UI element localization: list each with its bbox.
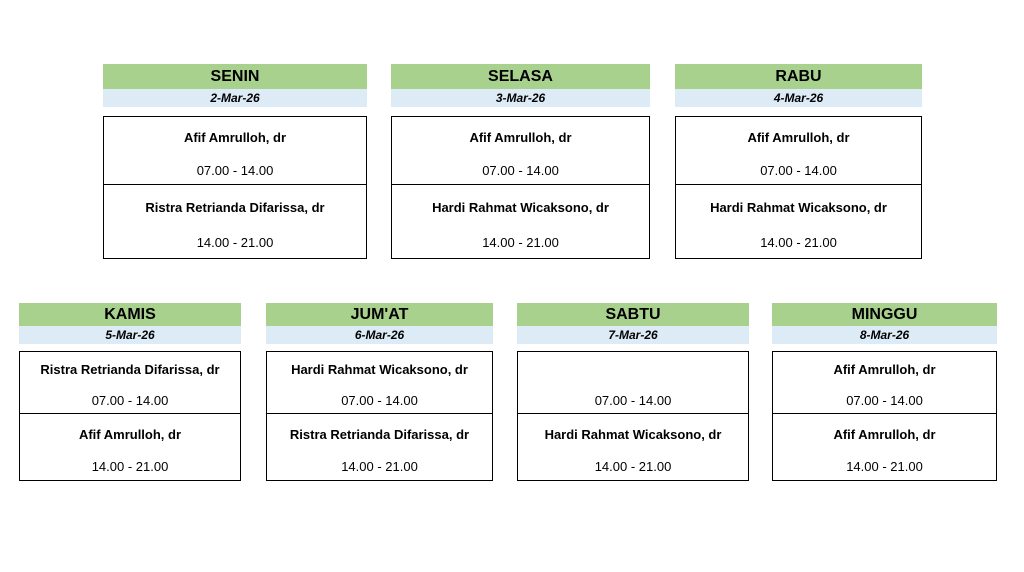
day-name: SENIN	[103, 64, 367, 89]
day-card-rabu	[675, 64, 922, 259]
day-date: 3-Mar-26	[391, 89, 650, 107]
doctor-name: Afif Amrulloh, dr	[469, 130, 572, 145]
shift-table	[517, 351, 749, 481]
day-name: SELASA	[391, 64, 650, 89]
shift-table	[675, 116, 922, 259]
shift-afternoon	[20, 413, 240, 480]
day-card-senin	[103, 64, 367, 259]
day-card-minggu	[772, 303, 997, 481]
day-card-jumat	[266, 303, 493, 481]
shift-time: 14.00 - 21.00	[341, 459, 418, 474]
doctor-name: Ristra Retrianda Difarissa, dr	[40, 362, 220, 377]
day-date: 5-Mar-26	[19, 326, 241, 344]
shift-time: 14.00 - 21.00	[482, 235, 559, 250]
shift-time: 07.00 - 14.00	[760, 163, 837, 178]
doctor-name: Afif Amrulloh, dr	[833, 362, 936, 377]
day-card-kamis	[19, 303, 241, 481]
shift-afternoon	[392, 184, 649, 258]
doctor-name: Ristra Retrianda Difarissa, dr	[145, 200, 325, 215]
shift-afternoon	[267, 413, 492, 480]
day-date: 6-Mar-26	[266, 326, 493, 344]
shift-time: 07.00 - 14.00	[846, 393, 923, 408]
day-date: 8-Mar-26	[772, 326, 997, 344]
shift-time: 07.00 - 14.00	[594, 393, 672, 408]
doctor-name: Hardi Rahmat Wicaksono, dr	[291, 362, 468, 377]
shift-table	[266, 351, 493, 481]
shift-morning	[676, 117, 921, 184]
shift-afternoon	[104, 184, 366, 258]
shift-table	[391, 116, 650, 259]
shift-time: 14.00 - 21.00	[594, 459, 672, 474]
doctor-name: Hardi Rahmat Wicaksono, dr	[710, 200, 887, 215]
doctor-name: Ristra Retrianda Difarissa, dr	[289, 427, 470, 442]
day-name: SABTU	[517, 303, 749, 326]
day-card-selasa	[391, 64, 650, 259]
doctor-name: Afif Amrulloh, dr	[833, 427, 936, 442]
doctor-name: Hardi Rahmat Wicaksono, dr	[544, 427, 722, 442]
shift-time: 14.00 - 21.00	[91, 459, 169, 474]
doctor-name: Hardi Rahmat Wicaksono, dr	[432, 200, 609, 215]
shift-afternoon	[773, 413, 996, 480]
shift-time: 07.00 - 14.00	[341, 393, 418, 408]
shift-time: 14.00 - 21.00	[196, 235, 274, 250]
shift-afternoon	[518, 413, 748, 480]
day-name: JUM'AT	[266, 303, 493, 326]
shift-morning	[20, 352, 240, 413]
shift-morning	[267, 352, 492, 413]
doctor-name: Afif Amrulloh, dr	[747, 130, 850, 145]
shift-table	[103, 116, 367, 259]
doctor-name: Afif Amrulloh, dr	[78, 427, 182, 442]
day-date: 4-Mar-26	[675, 89, 922, 107]
shift-time: 14.00 - 21.00	[760, 235, 837, 250]
shift-time: 07.00 - 14.00	[91, 393, 169, 408]
shift-morning	[104, 117, 366, 184]
shift-morning	[392, 117, 649, 184]
shift-time: 07.00 - 14.00	[482, 163, 559, 178]
day-name: RABU	[675, 64, 922, 89]
day-date: 2-Mar-26	[103, 89, 367, 107]
day-name: KAMIS	[19, 303, 241, 326]
day-name: MINGGU	[772, 303, 997, 326]
shift-morning	[518, 352, 748, 413]
shift-time: 07.00 - 14.00	[196, 163, 274, 178]
shift-time: 14.00 - 21.00	[846, 459, 923, 474]
doctor-name: Afif Amrulloh, dr	[183, 130, 287, 145]
day-date: 7-Mar-26	[517, 326, 749, 344]
day-card-sabtu	[517, 303, 749, 481]
shift-table	[772, 351, 997, 481]
shift-afternoon	[676, 184, 921, 258]
shift-morning	[773, 352, 996, 413]
shift-table	[19, 351, 241, 481]
